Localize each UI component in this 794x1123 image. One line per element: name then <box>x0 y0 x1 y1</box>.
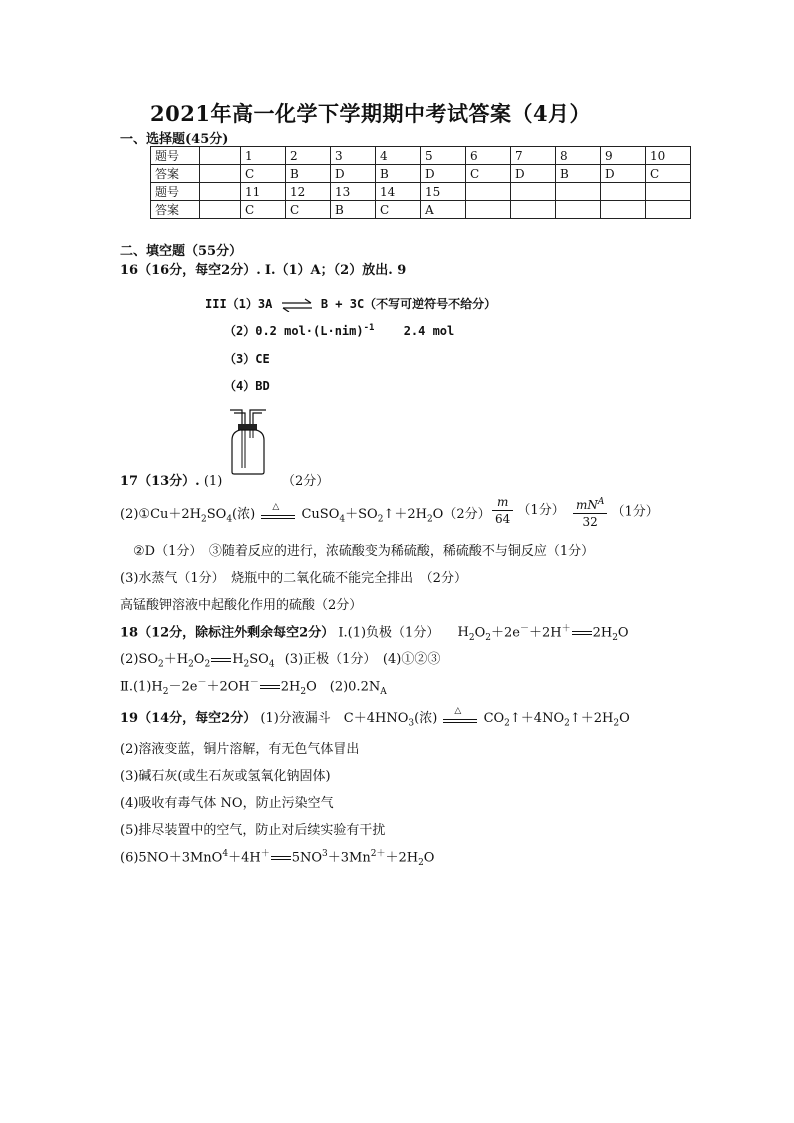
table-spacer-cell <box>200 183 241 201</box>
eq-sup: － <box>519 624 529 634</box>
eq-sup: 3 <box>322 849 328 859</box>
heating-condition-icon: △ <box>259 506 297 524</box>
equals-sign-icon <box>571 626 593 640</box>
reversible-arrow-icon <box>280 298 314 312</box>
table-spacer-cell <box>200 165 241 183</box>
eq-text: ＋SO <box>345 507 378 522</box>
eq-sub: 4 <box>268 659 275 670</box>
eq-text: ＋2e <box>490 625 520 641</box>
table-cell: B <box>556 165 601 183</box>
q19-line4: (4)吸收有毒气体 NO，防止污染空气 <box>120 796 334 811</box>
eq-text: O (2)0.2N <box>306 679 381 695</box>
gas-washing-bottle-figure <box>226 408 270 478</box>
table-cell: B <box>376 165 421 183</box>
table-row-header: 答案 <box>151 165 200 183</box>
eq-text: O <box>423 850 435 866</box>
table-cell: 7 <box>511 147 556 165</box>
table-cell: 14 <box>376 183 421 201</box>
table-cell <box>511 201 556 219</box>
q16-iii1-left: III（1）3A <box>205 297 273 311</box>
table-cell <box>646 201 691 219</box>
q19-line2: (2)溶液变蓝，铜片溶解，有无色气体冒出 <box>120 742 360 757</box>
table-spacer-cell <box>200 201 241 219</box>
q18-heading: 18（12分，除标注外剩余每空2分） <box>120 625 335 641</box>
table-cell: 6 <box>466 147 511 165</box>
eq-sup: 4 <box>222 849 229 859</box>
q16-iii2-exp: -1 <box>363 323 375 333</box>
answer-table <box>150 146 691 219</box>
eq-sub: 4 <box>226 514 233 525</box>
q19-line6 <box>120 846 434 868</box>
table-row <box>151 201 691 219</box>
table-cell <box>601 183 646 201</box>
table-cell <box>601 201 646 219</box>
eq-sup: ＋ <box>561 624 571 634</box>
eq-text: SO <box>206 507 227 522</box>
eq-sub: 2 <box>504 718 510 729</box>
table-cell: 9 <box>601 147 646 165</box>
table-cell: C <box>241 165 286 183</box>
table-cell <box>646 183 691 201</box>
table-cell: 11 <box>241 183 286 201</box>
q18-line3 <box>120 675 387 697</box>
eq-sub: 2 <box>162 686 169 697</box>
eq-text: 5NO <box>291 850 323 866</box>
eq-sub: 2 <box>377 514 384 525</box>
q16-iii1 <box>205 295 496 312</box>
q16-part1: Ⅰ.（1）A；（2）放出. 9 <box>264 263 407 278</box>
table-cell: B <box>286 165 331 183</box>
q17-line5: 高锰酸钾溶液中起酸化作用的硫酸（2分） <box>120 598 363 613</box>
eq-text: O <box>617 625 629 641</box>
table-row <box>151 147 691 165</box>
eq-sup: － <box>249 678 259 688</box>
eq-sup: 2＋ <box>370 849 386 859</box>
q16-iii3: （3）CE <box>224 352 270 366</box>
eq-sub: 2 <box>300 686 307 697</box>
eq-text: SO <box>249 652 269 667</box>
eq-sub: 2 <box>157 659 164 670</box>
table-cell: 13 <box>331 183 376 201</box>
q19-line5: (5)排尽装置中的空气，防止对后续实验有干扰 <box>120 823 386 838</box>
eq-text: ＋2OH <box>206 679 250 695</box>
eq-sub: 2 <box>188 659 194 670</box>
frac-num: mN <box>576 498 598 512</box>
eq-text: (浓) <box>414 711 438 726</box>
q16-iii2-rate: （2）0.2 mol·(L·nim) <box>224 324 364 338</box>
eq-text: 2H <box>592 625 613 641</box>
eq-sub: A <box>380 686 387 697</box>
table-cell <box>556 201 601 219</box>
table-cell: 8 <box>556 147 601 165</box>
eq-text: ＋2H <box>385 850 419 866</box>
q16-line <box>120 259 406 278</box>
equals-sign-icon <box>259 680 281 694</box>
table-cell: D <box>601 165 646 183</box>
q17-part1: (1) <box>203 474 223 489</box>
table-cell: 15 <box>421 183 466 201</box>
table-cell: A <box>421 201 466 219</box>
q19-line1 <box>120 707 630 729</box>
eq-sub: 2 <box>485 632 491 643</box>
table-cell: 4 <box>376 147 421 165</box>
eq-sub: 2 <box>613 718 620 729</box>
eq-text: (3)正极（1分） (4)①②③ <box>284 652 441 667</box>
q17-line4: (3)水蒸气（1分） 烧瓶中的二氧化硫不能完全排出 （2分） <box>120 571 467 586</box>
eq-sup: － <box>197 678 207 688</box>
table-cell: B <box>331 201 376 219</box>
section-fill-heading: 二、填空题（55分） <box>120 244 243 259</box>
eq-sub: 2 <box>204 659 211 670</box>
table-cell: C <box>286 201 331 219</box>
eq-text: CO <box>483 711 505 726</box>
eq-sub: 2 <box>468 632 475 643</box>
eq-text: (2)SO <box>120 652 158 667</box>
q17-heading: 17（13分）. <box>120 474 200 489</box>
equals-sign-icon <box>210 653 232 667</box>
table-cell <box>511 183 556 201</box>
q17-fraction-2 <box>573 494 659 530</box>
eq-text: ↑＋2H <box>569 711 614 726</box>
q17-fraction-1 <box>492 494 565 527</box>
frac-score: （1分） <box>611 504 659 520</box>
eq-text: CuSO <box>301 507 340 522</box>
eq-text: Ⅱ.(1)H <box>120 679 163 695</box>
equals-sign-icon <box>270 851 292 865</box>
eq-text: H <box>232 652 244 667</box>
q19-heading: 19（14分，每空2分） <box>120 711 257 726</box>
eq-sub: 3 <box>408 718 415 729</box>
eq-sub: 2 <box>201 514 207 525</box>
q16-iii2 <box>224 322 454 339</box>
eq-text: 2H <box>280 679 301 695</box>
table-row-header: 题号 <box>151 147 200 165</box>
q16-iii1-right: B + 3C（不写可逆符号不给分） <box>320 297 497 311</box>
eq-sub: 2 <box>418 857 424 868</box>
eq-text: ＋H <box>163 652 189 667</box>
eq-text: (浓) <box>232 507 256 522</box>
eq-sub: 4 <box>339 514 346 525</box>
table-cell: D <box>511 165 556 183</box>
q18-line2 <box>120 648 440 670</box>
eq-text: H <box>457 625 469 641</box>
heating-condition-icon: △ <box>441 710 479 728</box>
eq-text: (6)5NO＋3MnO <box>120 850 223 866</box>
eq-sub: 2 <box>426 514 433 525</box>
table-cell <box>466 183 511 201</box>
eq-sub: 2 <box>612 632 618 643</box>
eq-sub: 2 <box>564 718 570 729</box>
frac-den: 32 <box>582 515 598 529</box>
q16-iii4: （4）BD <box>224 379 270 393</box>
table-row-header: 答案 <box>151 201 200 219</box>
table-cell: 2 <box>286 147 331 165</box>
table-cell: 10 <box>646 147 691 165</box>
eq-text: O <box>474 625 486 641</box>
table-cell: D <box>421 165 466 183</box>
eq-text: ↑＋2H <box>383 507 427 522</box>
q17-line1 <box>120 470 222 489</box>
q17-part1-score: （2分） <box>282 474 330 489</box>
table-cell: 3 <box>331 147 376 165</box>
frac-sup: A <box>597 497 605 507</box>
eq-text: Ⅰ.(1)负极（1分） <box>338 625 440 641</box>
table-cell: D <box>331 165 376 183</box>
table-cell: C <box>646 165 691 183</box>
table-row <box>151 165 691 183</box>
table-row <box>151 183 691 201</box>
eq-text: ＋3Mn <box>327 850 371 866</box>
eq-sup: ＋ <box>260 849 270 859</box>
table-cell: C <box>376 201 421 219</box>
table-cell: C <box>466 165 511 183</box>
q16-heading: 16（16分，每空2分）. <box>120 263 261 278</box>
eq-sub: 2 <box>243 659 250 670</box>
eq-text: ↑＋4NO <box>509 711 565 726</box>
table-cell: C <box>241 201 286 219</box>
table-cell <box>466 201 511 219</box>
eq-text: (1)分液漏斗 C＋4HNO <box>260 711 409 726</box>
table-cell: 1 <box>241 147 286 165</box>
eq-text: O <box>193 652 205 667</box>
q17-line2 <box>120 503 491 525</box>
table-row-header: 题号 <box>151 183 200 201</box>
q18-line1 <box>120 621 629 643</box>
q16-iii2-amount: 2.4 mol <box>403 324 455 338</box>
eq-text: －2e <box>168 679 198 695</box>
section-choice-heading: 一、选择题(45分) <box>120 132 229 147</box>
q17-line3: ②D（1分） ③随着反应的进行，浓硫酸变为稀硫酸，稀硫酸不与铜反应（1分） <box>133 544 595 559</box>
eq-text: O <box>619 711 630 726</box>
eq-text: O（2分） <box>432 507 491 522</box>
q19-line3: (3)碱石灰(或生石灰或氢氧化钠固体) <box>120 769 331 784</box>
table-spacer-cell <box>200 147 241 165</box>
table-cell: 5 <box>421 147 466 165</box>
table-cell: 12 <box>286 183 331 201</box>
frac-score: （1分） <box>517 503 565 518</box>
eq-text: ＋2H <box>528 625 562 641</box>
eq-text: ＋4H <box>228 850 261 866</box>
eq-text: (2)①Cu＋2H <box>120 507 201 522</box>
frac-num: m <box>492 494 513 511</box>
frac-den: 64 <box>495 512 511 526</box>
table-cell <box>556 183 601 201</box>
page-title: 2021年高一化学下学期期中考试答案（4月） <box>150 101 592 126</box>
